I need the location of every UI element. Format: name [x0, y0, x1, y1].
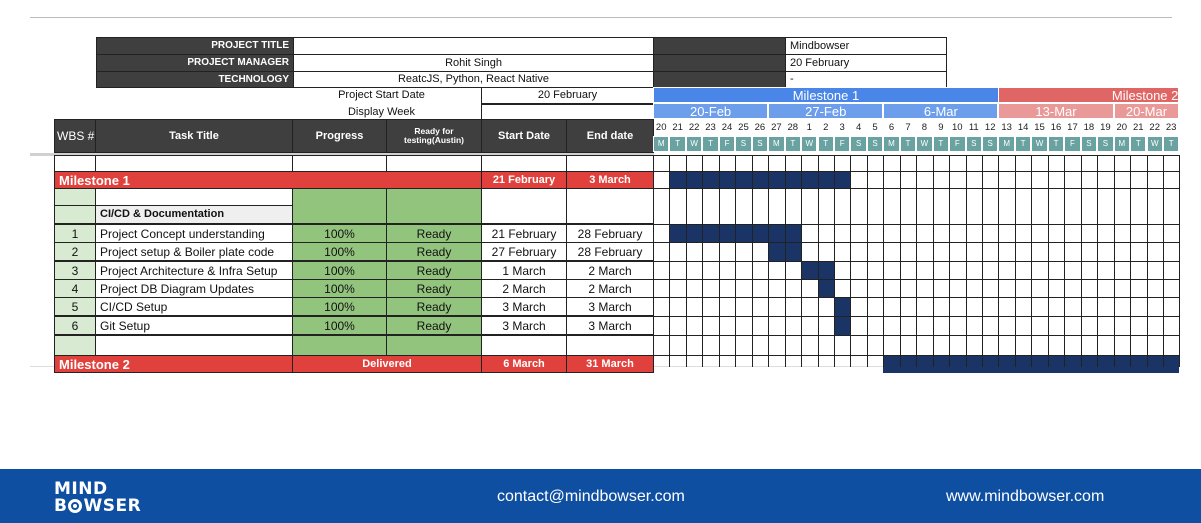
task-title[interactable]: Project Architecture & Infra Setup — [95, 261, 293, 280]
task-start-date[interactable]: 3 March — [481, 297, 567, 316]
milestone-2-start: 6 March — [481, 355, 567, 373]
task-title-header: Task Title — [95, 119, 293, 153]
task-4-gantt-bar — [818, 279, 834, 298]
gantt-day-number: 19 — [1100, 122, 1111, 134]
task-wbs[interactable]: 5 — [54, 297, 96, 316]
technology-label: TECHNOLOGY — [96, 71, 294, 88]
gantt-grid-row-line — [653, 242, 1179, 243]
gantt-day-number: 21 — [1132, 122, 1144, 134]
gantt-day-letter: S — [1097, 136, 1113, 152]
gantt-day-number: 4 — [855, 122, 862, 134]
task-ready[interactable]: Ready — [386, 224, 482, 243]
milestone-2-progress: Delivered — [292, 355, 482, 373]
empty-row-cell — [95, 335, 293, 356]
logo-line2 — [54, 498, 141, 515]
gantt-day-letter: S — [867, 136, 883, 152]
spreadsheet — [30, 0, 1179, 372]
gantt-day-letter: S — [850, 136, 866, 152]
task-5-gantt-bar — [834, 297, 850, 316]
task-ready[interactable]: Ready — [386, 279, 482, 298]
project-info-dark-cell — [653, 71, 786, 88]
ready-cell-blank — [386, 188, 482, 224]
gantt-day-number: 21 — [672, 122, 683, 134]
empty-row-cell[interactable] — [386, 155, 482, 172]
gantt-grid-row-line — [653, 316, 1179, 317]
gantt-week-header: 6-Mar — [883, 103, 998, 119]
milestone-2-title: Milestone 2 — [54, 355, 293, 373]
gantt-day-letter: T — [702, 136, 718, 152]
gantt-day-letter: F — [1064, 136, 1080, 152]
task-start-date[interactable]: 2 March — [481, 279, 567, 298]
gantt-day-number: 28 — [787, 122, 799, 134]
technology-right-value[interactable]: - — [785, 71, 947, 88]
spacer-cell — [95, 188, 293, 206]
gantt-day-letter: M — [1114, 136, 1130, 152]
empty-row-cell[interactable] — [292, 155, 387, 172]
logo-letter: B — [54, 496, 68, 516]
task-wbs[interactable]: 2 — [54, 242, 96, 261]
gantt-day-number: 22 — [688, 122, 700, 134]
start-cell-blank — [481, 188, 567, 224]
gantt-milestone-2-header: Milestone 2 — [998, 87, 1179, 103]
gantt-day-number: 13 — [1001, 122, 1012, 134]
gantt-day-letter: W — [1031, 136, 1047, 152]
contact-email[interactable]: contact@mindbowser.com — [497, 488, 685, 505]
task-progress[interactable]: 100% — [292, 224, 387, 243]
technology-value[interactable]: ReatcJS, Python, React Native — [293, 71, 654, 88]
gantt-day-letter: W — [801, 136, 817, 152]
gantt-day-number: 22 — [1149, 122, 1160, 134]
gantt-day-letter: M — [883, 136, 899, 152]
gantt-day-letter: F — [719, 136, 735, 152]
gantt-day-number: 14 — [1017, 122, 1029, 134]
gantt-day-number: 2 — [823, 122, 829, 134]
gantt-day-letter: S — [966, 136, 982, 152]
gantt-day-number: 10 — [952, 122, 963, 134]
gantt-grid-row-line — [653, 335, 1179, 336]
gantt-day-number: 18 — [1083, 122, 1095, 134]
gantt-day-number: 25 — [738, 122, 749, 134]
gantt-day-letter: S — [1081, 136, 1097, 152]
milestone-1-start: 21 February — [481, 171, 567, 189]
display-week-value[interactable] — [481, 104, 654, 120]
empty-row-cell[interactable] — [566, 155, 654, 172]
gantt-day-letter: S — [735, 136, 751, 152]
gantt-day-letter: W — [686, 136, 702, 152]
task-title[interactable]: Project Concept understanding — [95, 224, 293, 243]
gantt-day-letter: T — [669, 136, 685, 152]
empty-row-cell[interactable] — [95, 155, 293, 172]
project-manager-right-value[interactable]: 20 February — [785, 54, 947, 72]
gantt-day-number: 6 — [888, 122, 895, 134]
empty-row-cell — [54, 335, 96, 356]
gantt-day-letter: T — [1015, 136, 1031, 152]
project-start-date-label: Project Start Date — [338, 89, 425, 101]
gantt-day-number: 27 — [771, 122, 782, 134]
gantt-week-header: 20-Feb — [653, 103, 768, 119]
gantt-grid-row-line — [653, 171, 1179, 172]
task-ready[interactable]: Ready — [386, 261, 482, 280]
progress-header: Progress — [292, 119, 387, 153]
logo-line1: MIND — [54, 479, 108, 499]
gantt-day-number: 20 — [1116, 122, 1128, 134]
gantt-day-number: 12 — [984, 122, 996, 134]
project-title-value[interactable] — [293, 37, 654, 55]
gantt-day-number: 8 — [921, 122, 928, 134]
empty-row-cell — [481, 335, 567, 356]
progress-cell-blank — [292, 188, 387, 224]
project-info-dark-cell — [653, 54, 786, 72]
project-manager-label: PROJECT MANAGER — [96, 54, 294, 72]
task-ready[interactable]: Ready — [386, 316, 482, 335]
gantt-grid-row-line — [653, 355, 1179, 356]
task-progress[interactable]: 100% — [292, 279, 387, 298]
gantt-week-header: 27-Feb — [768, 103, 883, 119]
gantt-day-letter: T — [785, 136, 801, 152]
task-end-date[interactable]: 2 March — [566, 261, 654, 280]
project-start-date-value[interactable]: 20 February — [481, 87, 654, 104]
task-progress[interactable]: 100% — [292, 261, 387, 280]
spacer-cell — [54, 188, 96, 206]
gantt-day-number: 3 — [839, 122, 845, 134]
gantt-day-letter: M — [998, 136, 1014, 152]
gantt-day-number: 11 — [968, 122, 979, 134]
task-title[interactable]: Project DB Diagram Updates — [95, 279, 293, 298]
task-end-date[interactable]: 2 March — [566, 279, 654, 298]
empty-row-cell[interactable] — [54, 155, 96, 172]
mindbowser-logo — [54, 481, 141, 515]
task-end-date[interactable]: 3 March — [566, 297, 654, 316]
gantt-milestone-1-header: Milestone 1 — [653, 87, 999, 103]
end-date-header: End date — [566, 119, 654, 153]
gantt-day-number: 20 — [655, 122, 667, 134]
gantt-grid-row-line — [653, 155, 1179, 156]
gantt-day-letter: W — [916, 136, 932, 152]
task-progress[interactable]: 100% — [292, 242, 387, 261]
gantt-day-number: 1 — [806, 122, 812, 134]
gantt-day-number: 16 — [1050, 122, 1062, 134]
gantt-day-letter: S — [982, 136, 998, 152]
gantt-day-number: 26 — [754, 122, 766, 134]
task-wbs[interactable]: 1 — [54, 224, 96, 243]
gantt-day-letter: T — [1163, 136, 1179, 152]
gantt-grid-row-line — [653, 279, 1179, 280]
gantt-grid-line — [1179, 155, 1180, 367]
ready-for-testing-header: Ready for testing(Austin) — [386, 119, 482, 153]
gantt-day-letter: M — [653, 136, 669, 152]
wbs-header: WBS # — [54, 119, 96, 153]
gantt-day-number: 23 — [705, 122, 716, 134]
milestone-2-end: 31 March — [566, 355, 654, 373]
gantt-grid-row-line — [653, 188, 1179, 189]
task-start-date[interactable]: 21 February — [481, 224, 567, 243]
gantt-grid-row-line — [653, 261, 1179, 262]
start-date-header: Start Date — [481, 119, 567, 153]
task-end-date[interactable]: 28 February — [566, 242, 654, 261]
gantt-grid-row-line — [653, 297, 1179, 298]
task-wbs[interactable]: 6 — [54, 316, 96, 335]
project-title-label: PROJECT TITLE — [96, 37, 294, 55]
section-wbs-cell — [54, 205, 96, 224]
gantt-day-letter: T — [818, 136, 834, 152]
milestone-1-title: Milestone 1 — [54, 171, 482, 189]
gantt-day-letter: S — [752, 136, 768, 152]
gantt-day-letter: T — [1048, 136, 1064, 152]
gantt-day-letter: F — [949, 136, 965, 152]
gantt-day-letter: T — [900, 136, 916, 152]
gantt-day-letter: F — [834, 136, 850, 152]
task-title[interactable]: Project setup & Boiler plate code — [95, 242, 293, 261]
project-title-right-value[interactable]: Mindbowser — [785, 37, 947, 55]
empty-row-cell — [386, 335, 482, 356]
gantt-day-number: 7 — [905, 122, 911, 134]
gantt-day-number: 9 — [938, 122, 944, 134]
task-title[interactable]: CI/CD Setup — [95, 297, 293, 316]
sheet-top-border — [30, 17, 1172, 18]
milestone-1-gantt-bar — [669, 171, 850, 189]
gantt-day-number: 23 — [1165, 122, 1177, 134]
task-end-date[interactable]: 3 March — [566, 316, 654, 335]
project-manager-value[interactable]: Rohit Singh — [293, 54, 654, 72]
gantt-day-letter: T — [933, 136, 949, 152]
gantt-day-number: 5 — [872, 122, 878, 134]
task-title[interactable]: Git Setup — [95, 316, 293, 335]
section-title: CI/CD & Documentation — [95, 205, 293, 224]
gantt-day-number: 17 — [1067, 122, 1078, 134]
website-link[interactable]: www.mindbowser.com — [946, 488, 1105, 505]
empty-row-cell — [566, 335, 654, 356]
task-ready[interactable]: Ready — [386, 297, 482, 316]
empty-row-cell[interactable] — [481, 155, 567, 172]
milestone-1-end: 3 March — [566, 171, 654, 189]
end-cell-blank — [566, 188, 654, 224]
task-wbs[interactable]: 3 — [54, 261, 96, 280]
task-progress[interactable]: 100% — [292, 316, 387, 335]
task-start-date[interactable]: 27 February — [481, 242, 567, 261]
task-start-date[interactable]: 1 March — [481, 261, 567, 280]
task-end-date[interactable]: 28 February — [566, 224, 654, 243]
gantt-day-letter: T — [1130, 136, 1146, 152]
logo-letters: WSER — [83, 496, 142, 516]
task-progress[interactable]: 100% — [292, 297, 387, 316]
project-info-dark-cell — [653, 37, 786, 55]
gantt-day-number: 24 — [721, 122, 733, 134]
task-ready[interactable]: Ready — [386, 242, 482, 261]
logo-o-icon — [68, 499, 82, 513]
display-week-label: Display Week — [347, 105, 416, 118]
empty-row-cell — [292, 335, 387, 356]
gantt-day-number: 15 — [1034, 122, 1045, 134]
gantt-day-letter: M — [768, 136, 784, 152]
gantt-grid-row-line — [653, 224, 1179, 225]
task-start-date[interactable]: 3 March — [481, 316, 567, 335]
footer — [0, 469, 1201, 523]
gantt-week-header: 13-Mar — [998, 103, 1113, 119]
task-6-gantt-bar — [834, 316, 850, 335]
gantt-week-header: 20-Mar — [1114, 103, 1180, 119]
task-wbs[interactable]: 4 — [54, 279, 96, 298]
gantt-day-letter: W — [1147, 136, 1163, 152]
